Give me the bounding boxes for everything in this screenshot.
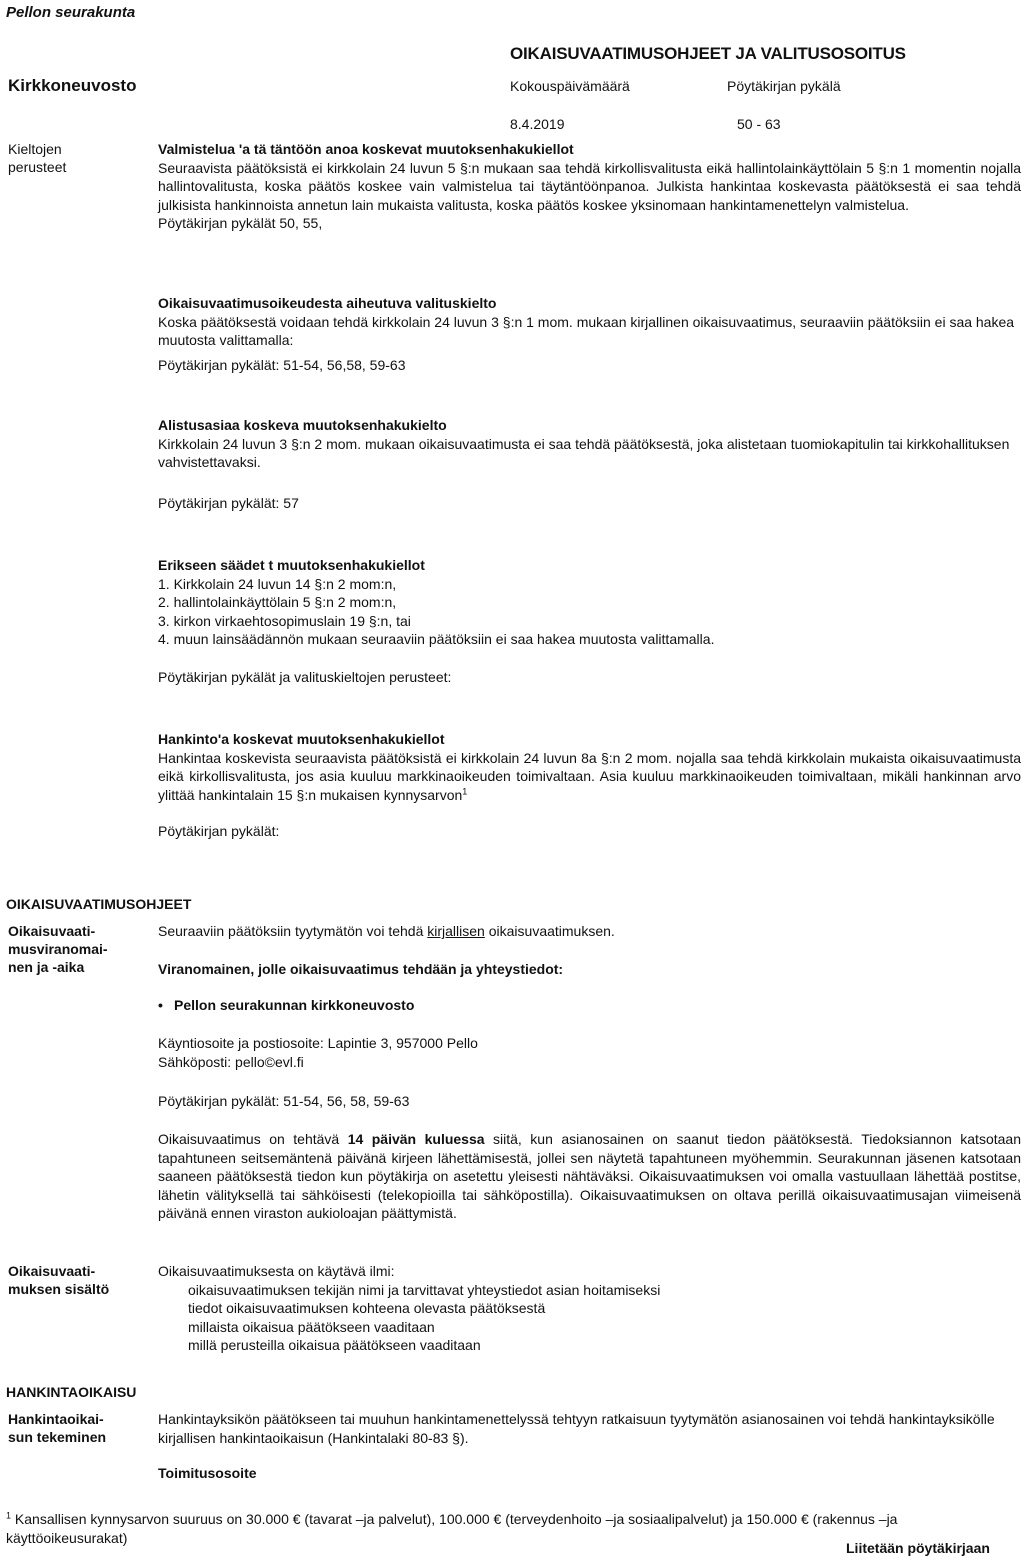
section-procurement <box>158 730 1021 804</box>
deadline-text <box>158 1130 1021 1223</box>
section-pages: Pöytäkirjan pykälät: <box>158 823 280 839</box>
section-pages: Pöytäkirjan pykälät 50, 55, <box>158 215 323 231</box>
section-text <box>158 749 1021 805</box>
section-special <box>158 556 1021 649</box>
side-label-line: sun tekeminen <box>8 1429 107 1445</box>
deadline-bold: 14 päivän kuluessa <box>347 1131 485 1147</box>
footnote-mark: 1 <box>6 1510 12 1521</box>
authority-name-item <box>158 996 414 1015</box>
list-item: millä perusteilla oikaisua päätökseen vaaditaan <box>188 1337 481 1353</box>
section-pages: Pöytäkirjan pykälät: 51-54, 56,58, 59-63 <box>158 357 406 373</box>
side-label-authority <box>8 922 108 976</box>
procurement-title: HANKINTAOIKAISU <box>6 1384 137 1400</box>
authority-address: Käyntiosoite ja postiosoite: Lapintie 3, 957000 Pello <box>158 1035 478 1051</box>
section-heading: Alistusasiaa koskeva muutoksenhakukielto <box>158 417 447 433</box>
side-label-prohibitions <box>8 140 66 176</box>
rectification-title: OIKAISUVAATIMUSOHJEET <box>6 896 192 912</box>
special-list <box>158 575 1021 649</box>
side-label-line: musviranomai- <box>8 941 108 957</box>
date-label: Kokouspäivämäärä <box>510 78 630 94</box>
authority-contact <box>158 1034 478 1071</box>
deadline-part: Oikaisuvaatimus on tehtävä <box>158 1131 348 1147</box>
side-label-line: perusteet <box>8 159 67 175</box>
body-name: Kirkkoneuvosto <box>8 76 137 95</box>
section-pages: Pöytäkirjan pykälät ja valituskieltojen perusteet: <box>158 669 452 685</box>
section-heading: Erikseen säädet t muutoksenhakukiellot <box>158 557 425 573</box>
side-label-content <box>8 1262 109 1298</box>
section-text: Kirkkolain 24 luvun 3 §:n 2 mom. mukaan oikaisuvaatimusta ei saa tehdä päätöksestä, joka alistetaan tuomiokapitulin tai kirkkohallituksen vahvistettavaksi. <box>158 435 1010 470</box>
attach-label: Liitetään pöytäkirjaan <box>846 1540 990 1556</box>
side-label-line: Oikaisuvaati- <box>8 923 96 939</box>
footnote-text: Kansallisen kynnysarvon suuruus on 30.000 € (tavarat –ja palvelut), 100.000 € (terveydenhoito –ja sosiaalipalvelut) ja 150.000 € (rakennus –ja käyttöoikeusurakat) <box>6 1511 898 1546</box>
rectification-content <box>158 1262 1021 1355</box>
section-rectification-prohibition <box>158 294 1021 350</box>
content-list <box>158 1281 1021 1355</box>
section-heading: Hankinto'a koskevat muutoksenhakukiellot <box>158 731 445 747</box>
meeting-date: 8.4.2019 <box>510 116 565 132</box>
side-label-procurement <box>8 1410 106 1446</box>
list-item: 2. hallintolainkäyttölain 5 §:n 2 mom:n, <box>158 594 397 610</box>
side-label-line: Kieltojen <box>8 141 62 157</box>
intro-underlined: kirjallisen <box>427 923 485 939</box>
deadline-part: siitä, kun asianosainen on saanut tiedon päätöksestä. Tiedoksiannon katsotaan tapahtuneen seitsemäntenä päivänä kirjeen lähettämisestä, jollei sen näytetä tapahtuneen myöhemmin. Seurakunnan jäsenen katsotaan saaneen päätöksestä tiedon kun pöytäkirja on asetettu yleisesti nähtäväksi. Oikaisuvaatimuksen voi omalla vastuullaan lähettää postitse, lähetin välityksellä tai sähköisesti (telekopioilla tai sähköpostilla). Oikaisuvaatimuksen on oltava perillä oikaisuvaatimusajan viimeisenä päivänä ennen viraston aukioloajan päättymistä. <box>158 1131 1021 1221</box>
parish-name: Pellon seurakunta <box>6 4 136 21</box>
side-label-line: muksen sisältö <box>8 1281 110 1297</box>
list-item: 4. muun lainsäädännön mukaan seuraaviin päätöksiin ei saa hakea muutosta valittamalla. <box>158 631 715 647</box>
section-pages: Pöytäkirjan pykälät: 51-54, 56, 58, 59-63 <box>158 1093 410 1109</box>
authority-name: • Pellon seurakunnan kirkkoneuvosto <box>158 996 414 1015</box>
authority-heading: Viranomainen, jolle oikaisuvaatimus tehdään ja yhteystiedot: <box>158 961 564 977</box>
side-label-line: Hankintaoikai- <box>8 1411 104 1427</box>
procurement-text: Hankintaa koskevista seuraavista päätöksistä ei kirkkolain 24 luvun 8a §:n 2 mom. nojalla saa tehdä kirkkolain mukaista oikaisuvaatimusta eikä kirkollisvalitusta, jos asia kuuluu markkinaoikeuden toimivaltaan. Asia kuuluu markkinaoikeuden toimivaltaan, mikäli hankinnan arvo ylittää hankintalain 15 §:n mukaisen kynnysarvon <box>158 749 1021 803</box>
list-item: tiedot oikaisuvaatimuksen kohteena olevasta päätöksestä <box>188 1300 546 1316</box>
section-subordinate <box>158 416 1021 472</box>
document-title: OIKAISUVAATIMUSOHJEET JA VALITUSOSOITUS <box>510 44 906 63</box>
intro-text: Seuraaviin päätöksiin tyytymätön voi tehdä <box>158 923 428 939</box>
list-item: 1. Kirkkolain 24 luvun 14 §:n 2 mom:n, <box>158 575 397 592</box>
section-heading: Oikaisuvaatimusoikeudesta aiheutuva valituskielto <box>158 295 497 311</box>
list-item: oikaisuvaatimuksen tekijän nimi ja tarvittavat yhteystiedot asian hoitamiseksi <box>188 1281 661 1298</box>
section-label: Pöytäkirjan pykälä <box>727 78 841 94</box>
rectification-intro <box>158 922 1021 941</box>
section-text: Seuraavista päätöksistä ei kirkkolain 24 luvun 5 §:n mukaan saa tehdä kirkollisvalitusta eikä hallintolainkäyttölain 5 §:n 1 momentin nojalla hallintovalitusta, koska päätös koskee vain valmistelua tai täytäntöönpanoa. Julkista hankintaa koskevasta päätöksestä ei saa tehdä julkisista hankinnoista annetun lain mukaista valitusta, koska päätös koskee yksinomaan hankintamenettelyn valmistelua. <box>158 159 1021 213</box>
intro-text: oikaisuvaatimuksen. <box>484 923 615 939</box>
list-item: millaista oikaisua päätökseen vaaditaan <box>188 1318 435 1335</box>
authority-email: Sähköposti: pello©evl.fi <box>158 1053 304 1070</box>
procurement-text: Hankintayksikön päätökseen tai muuhun hankintamenettelyssä tehtyyn ratkaisuun tyytymätön asianosainen voi tehdä hankintayksikölle kirjallisen hankintaoikaisun (Hankintalaki 80-83 §). <box>158 1411 995 1446</box>
meeting-sections: 50 - 63 <box>737 116 781 132</box>
list-item: 3. kirkon virkaehtosopimuslain 19 §:n, tai <box>158 612 411 629</box>
footnote-reference: 1 <box>462 785 468 796</box>
delivery-heading: Toimitusosoite <box>158 1465 257 1481</box>
section-heading: Valmistelua 'a tä täntöön anoa koskevat muutoksenhakukiellot <box>158 141 574 157</box>
side-label-line: Oikaisuvaati- <box>8 1263 96 1279</box>
section-text: Koska päätöksestä voidaan tehdä kirkkolain 24 luvun 3 §:n 1 mom. mukaan kirjallinen oikaisuvaatimus, seuraaviin päätöksiin ei saa hakea muutosta valittamalla: <box>158 313 1015 348</box>
content-intro: Oikaisuvaatimuksesta on käytävä ilmi: <box>158 1263 395 1279</box>
section-pages: Pöytäkirjan pykälät: 57 <box>158 495 299 511</box>
section-preparation <box>158 140 1021 233</box>
side-label-line: nen ja -aika <box>8 959 85 975</box>
